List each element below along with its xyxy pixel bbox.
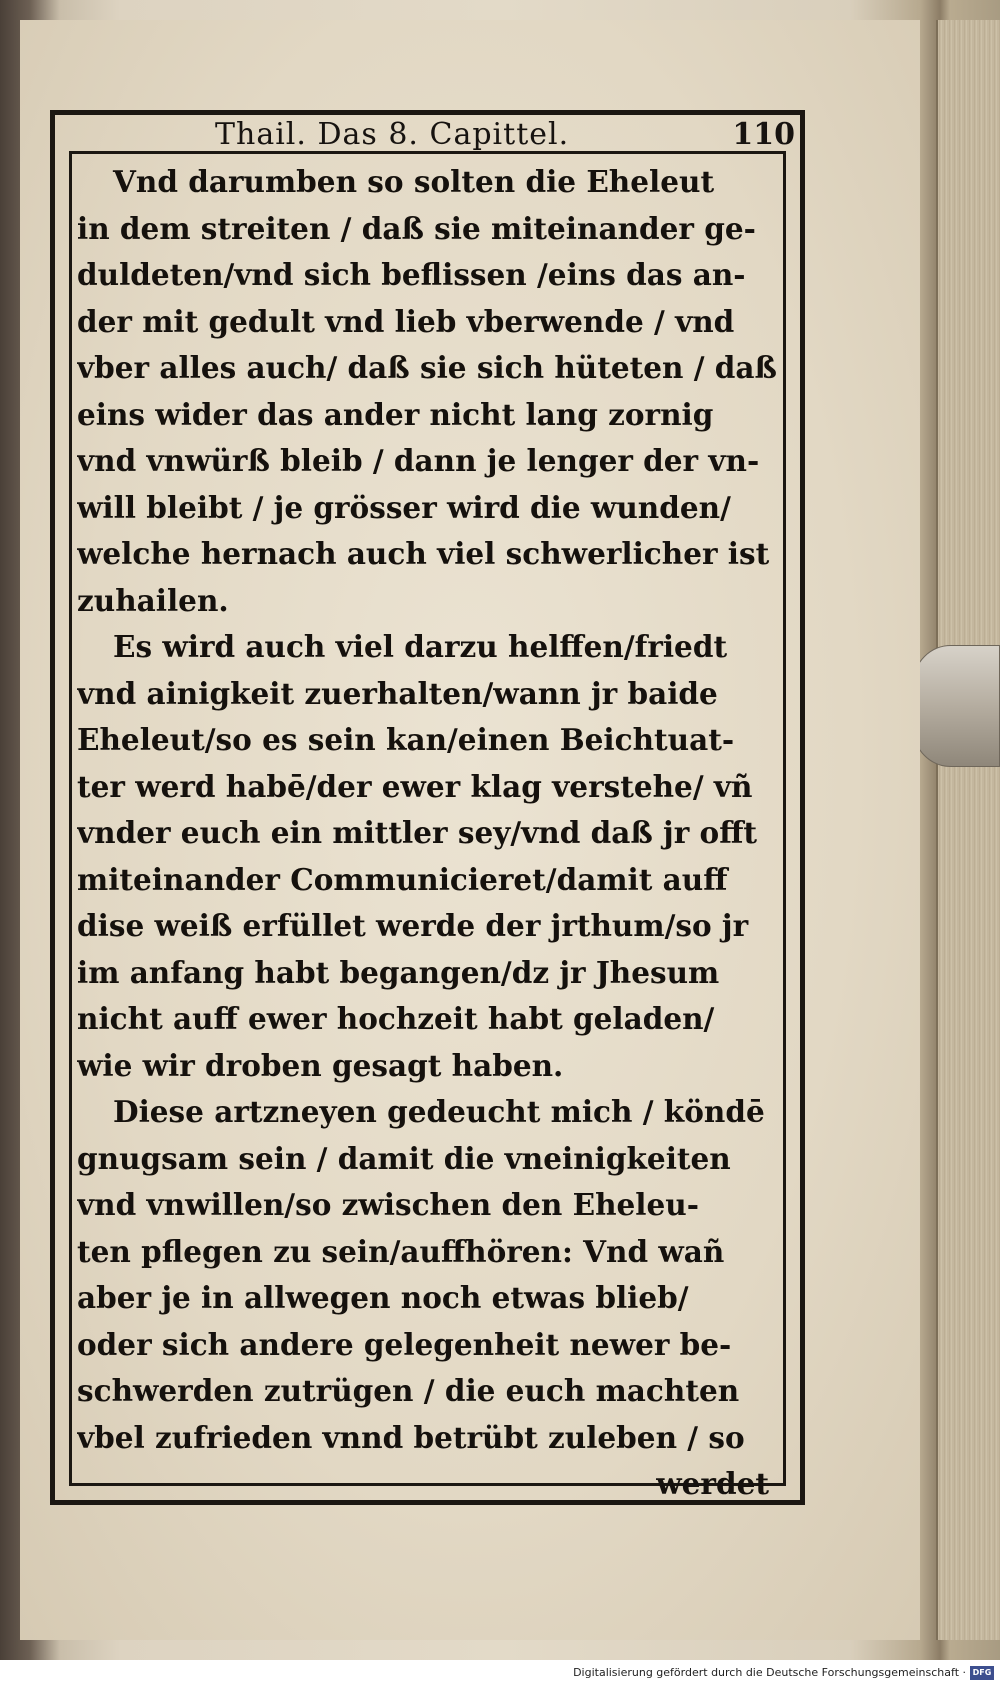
text-line: ten pflegen zu sein/auffhören: Vnd wañ [77, 1233, 725, 1269]
footer-bar [0, 1660, 1000, 1688]
text-line: welche hernach auch viel schwerlicher ist [77, 536, 770, 571]
page-edges [936, 20, 1000, 1640]
text-frame-outer [50, 110, 805, 1505]
text-line: vber alles auch/ daß sie sich hüteten / daß [77, 350, 777, 385]
text-line: im anfang habt begangen/dz jr Jhesum [77, 954, 720, 990]
text-line: vnd ainigkeit zuerhalten/wann jr baide [77, 675, 718, 711]
text-line: gnugsam sein / damit die vneinigkeiten [77, 1140, 731, 1176]
text-line: eins wider das ander nicht lang zornig [77, 396, 714, 432]
dfg-logo: DFG [970, 1666, 994, 1680]
text-line: aber je in allwegen noch etwas blieb/ [77, 1280, 689, 1315]
text-line: vnder euch ein mittler sey/vnd daß jr offt [77, 815, 758, 850]
text-line: oder sich andere gelegenheit newer be- [77, 1326, 732, 1362]
text-line: Es wird auch viel darzu helffen/friedt [113, 629, 728, 664]
text-line: Eheleut/so es sein kan/einen Beichtuat- [77, 722, 735, 757]
running-head: Thail. Das 8. Capittel. [215, 117, 570, 152]
text-block [77, 159, 777, 1508]
text-line: in dem streiten / daß sie miteinander ge- [77, 210, 756, 246]
page-holder-clip [913, 645, 1000, 767]
text-line: schwerden zutrügen / die euch machten [77, 1373, 740, 1408]
digitization-credit: Digitalisierung gefördert durch die Deutsche Forschungsgemeinschaft · [573, 1666, 966, 1679]
text-line: vnd vnwillen/so zwischen den Eheleu- [77, 1187, 699, 1222]
text-line: zuhailen. [77, 582, 229, 618]
folio-number: 110 [732, 117, 795, 152]
text-line: miteinander Communicieret/damit auff [77, 861, 728, 897]
text-line: werdet [656, 1466, 769, 1501]
text-line: dise weiß erfüllet werde der jrthum/so jr [77, 908, 749, 943]
text-line: vnd vnwürß bleib / dann je lenger der vn- [77, 443, 760, 478]
text-line: nicht auff ewer hochzeit habt geladen/ [77, 1001, 715, 1036]
text-line: wie wir droben gesagt haben. [77, 1047, 564, 1083]
text-line: Vnd darumben so solten die Eheleut [113, 164, 715, 199]
page-header [175, 117, 795, 151]
text-line: ter werd habē/der ewer klag verstehe/ vñ [77, 768, 753, 804]
text-line: duldeten/vnd sich beflissen /eins das an- [77, 257, 746, 292]
text-line: will bleibt / je grösser wird die wunden/ [77, 489, 731, 525]
text-line: vbel zufrieden vnnd betrübt zuleben / so [77, 1419, 745, 1455]
book-page [20, 20, 920, 1640]
text-line: Diese artzneyen gedeucht mich / köndē [113, 1094, 765, 1129]
text-line: der mit gedult vnd lieb vberwende / vnd [77, 303, 735, 339]
